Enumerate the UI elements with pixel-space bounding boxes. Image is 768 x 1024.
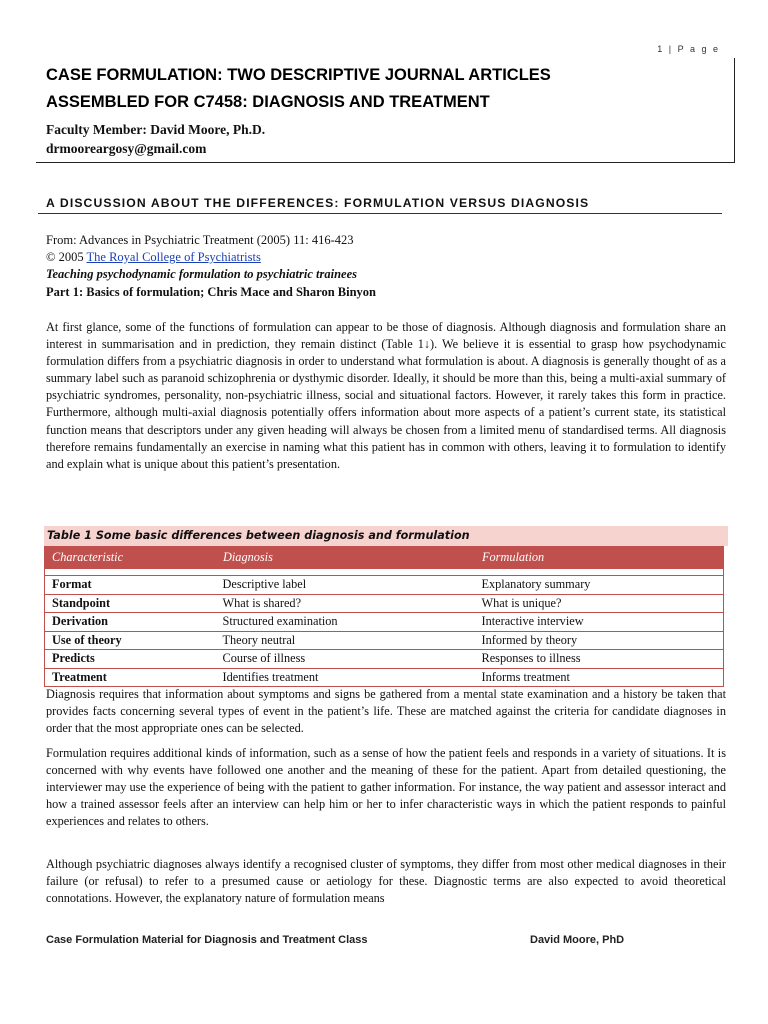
body-paragraph-4: Although psychiatric diagnoses always identify a recognised cluster of symptoms, they differ from most other medical diagnoses in their failure (or refusal) to refer to a presumed cause or aetiology for these. Diagnostic terms are also expected to avoid theoretical connotations. However, the explanatory nature of formulation means — [46, 857, 726, 906]
table-cell: Course of illness — [216, 650, 475, 669]
document-title-line-2: ASSEMBLED FOR C7458: DIAGNOSIS AND TREATMENT — [46, 93, 490, 111]
table-header-formulation: Formulation — [475, 547, 724, 569]
page-number-value: 1 — [657, 44, 665, 54]
table-cell: Descriptive label — [216, 576, 475, 595]
table-cell: What is unique? — [475, 594, 724, 613]
body-paragraph-2: Diagnosis requires that information about symptoms and signs be gathered from a mental state examination and a history be taken that provides facts concerning several types of event in the patient’s life. These are matched against the criteria for candidate diagnoses in order that the most appropriate ones can be selected. — [46, 687, 726, 736]
section-heading: A DISCUSSION ABOUT THE DIFFERENCES: FORMULATION VERSUS DIAGNOSIS — [46, 196, 590, 210]
table-cell: Theory neutral — [216, 631, 475, 650]
table-cell: Standpoint — [45, 594, 216, 613]
table-row — [45, 650, 724, 669]
document-title-line-1: CASE FORMULATION: TWO DESCRIPTIVE JOURNAL ARTICLES — [46, 66, 551, 84]
body-paragraph-1: At first glance, some of the functions of formulation can appear to be those of diagnosis. Although diagnosis and formulation share an interest in summarisation and in prediction, they remain distinct (Table 1↓). We believe it is essential to grasp how psychodynamic formulation differs from a psychiatric diagnosis in order to understand what formulation is about. A diagnosis is generally thought of as a summary label such as paranoid schizophrenia or dysthymic disorder. Ideally, it should be more than this, being a multi-axial summary of psychiatric syndromes, personality, non-psychiatric illness, social and situational factors. However, it rarely takes this form in practice. Furthermore, although multi-axial diagnosis potentially offers information about more aspects of a patient’s current state, its statistical function means that descriptors under any given heading will always be chosen from a limited menu of standardised terms. All diagnosis therefore remains fundamentally an exercise in naming what this patient has in common with others, leaving it to formulation to identify and explain what is unique about this patient’s presentation. — [46, 320, 726, 471]
faculty-member: Faculty Member: David Moore, Ph.D. — [46, 122, 266, 137]
footer-author: David Moore, PhD — [530, 934, 625, 946]
table-cell: Responses to illness — [475, 650, 724, 669]
section-divider — [38, 213, 722, 214]
table-cell: Structured examination — [216, 613, 475, 632]
body-paragraph-3: Formulation requires additional kinds of information, such as a sense of how the patient feels and responds in a variety of situations. It is concerned with why events have followed one another and the meaning of these for the patient. Apart from detailed questioning, the interviewer may use the experience of being with the patient to gather information. For instance, the way patient and assessor interact and how a trained assessor feels after an interview can help him or her to infer characteristic ways in which the patient responds to painful experiences and relates to others. — [46, 746, 726, 829]
table-cell: Explanatory summary — [475, 576, 724, 595]
table-cell: Treatment — [45, 668, 216, 687]
table-cell: Derivation — [45, 613, 216, 632]
table-cell: Predicts — [45, 650, 216, 669]
source-citation: From: Advances in Psychiatric Treatment (2005) 11: 416-423 — [46, 233, 354, 247]
copyright-line — [46, 249, 261, 266]
royal-college-link[interactable]: The Royal College of Psychiatrists — [86, 250, 261, 264]
table-cell: Format — [45, 576, 216, 595]
table-row — [45, 613, 724, 632]
table-row — [45, 594, 724, 613]
article-part: Part 1: Basics of formulation; Chris Mace and Sharon Binyon — [46, 285, 376, 299]
table-cell: What is shared? — [216, 594, 475, 613]
comparison-table — [44, 546, 724, 687]
page-number — [657, 44, 720, 54]
page-number-sep: | — [664, 44, 678, 54]
table-row — [45, 576, 724, 595]
table-row — [45, 631, 724, 650]
article-title: Teaching psychodynamic formulation to psychiatric trainees — [46, 267, 358, 281]
table-caption-text: Table 1 Some basic differences between diagnosis and formulation — [47, 529, 470, 542]
table-cell: Informed by theory — [475, 631, 724, 650]
table-header-characteristic: Characteristic — [45, 547, 216, 569]
table-header-row — [45, 547, 724, 569]
footer-course: Case Formulation Material for Diagnosis and Treatment Class — [46, 934, 368, 946]
table-cell: Identifies treatment — [216, 668, 475, 687]
table-row — [45, 668, 724, 687]
page-number-label: P a g e — [677, 44, 720, 54]
table-cell: Use of theory — [45, 631, 216, 650]
table-header-diagnosis: Diagnosis — [216, 547, 475, 569]
copyright-prefix: © 2005 — [46, 250, 87, 264]
faculty-email: drmooreargosy@gmail.com — [46, 141, 207, 156]
table-cell: Informs treatment — [475, 668, 724, 687]
table-caption — [44, 526, 728, 546]
table-spacer-row — [45, 569, 724, 576]
table-cell: Interactive interview — [475, 613, 724, 632]
